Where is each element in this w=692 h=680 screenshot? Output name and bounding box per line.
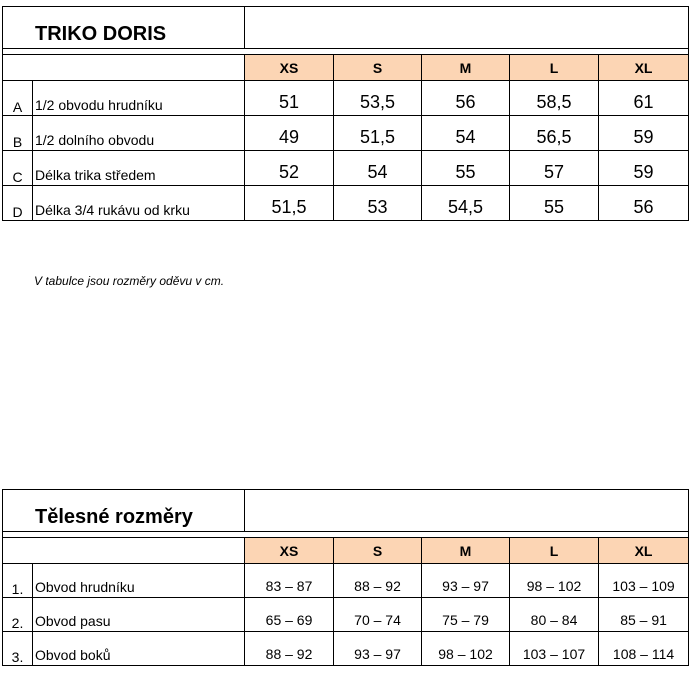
value-cell: 61 (599, 81, 689, 116)
table-title: TRIKO DORIS (3, 7, 245, 49)
table-row (3, 632, 689, 666)
value-cell: 59 (599, 116, 689, 151)
size-header-xs: XS (245, 55, 334, 81)
value-cell: 53 (334, 186, 422, 221)
size-header-m: M (422, 55, 510, 81)
row-number: 2. (3, 598, 33, 632)
row-number: 3. (3, 632, 33, 666)
size-header-xl: XL (599, 55, 689, 81)
row-label: Obvod hrudníku (33, 564, 245, 598)
value-cell: 49 (245, 116, 334, 151)
table-row (3, 564, 689, 598)
table-title: Tělesné rozměry (3, 490, 245, 532)
title-blank-cell (245, 7, 689, 49)
header-blank-cell (3, 538, 245, 564)
row-label: Délka trika středem (33, 151, 245, 186)
value-cell: 98 – 102 (510, 564, 599, 598)
value-cell: 103 – 109 (599, 564, 689, 598)
value-cell: 51,5 (334, 116, 422, 151)
row-letter: B (3, 116, 33, 151)
value-cell: 108 – 114 (599, 632, 689, 666)
body-measurements-table (2, 489, 689, 666)
row-label: Obvod boků (33, 632, 245, 666)
size-header-l: L (510, 55, 599, 81)
value-cell: 75 – 79 (422, 598, 510, 632)
value-cell: 54 (422, 116, 510, 151)
table-row (3, 151, 689, 186)
value-cell: 56,5 (510, 116, 599, 151)
value-cell: 55 (510, 186, 599, 221)
value-cell: 93 – 97 (334, 632, 422, 666)
row-letter: A (3, 81, 33, 116)
row-label: Obvod pasu (33, 598, 245, 632)
value-cell: 59 (599, 151, 689, 186)
value-cell: 88 – 92 (245, 632, 334, 666)
value-cell: 80 – 84 (510, 598, 599, 632)
value-cell: 54 (334, 151, 422, 186)
value-cell: 65 – 69 (245, 598, 334, 632)
row-label: 1/2 obvodu hrudníku (33, 81, 245, 116)
row-number: 1. (3, 564, 33, 598)
value-cell: 70 – 74 (334, 598, 422, 632)
size-header-s: S (334, 538, 422, 564)
size-header-l: L (510, 538, 599, 564)
row-label: Délka 3/4 rukávu od krku (33, 186, 245, 221)
value-cell: 51,5 (245, 186, 334, 221)
measurement-note: V tabulce jsou rozměry oděvu v cm. (34, 274, 225, 288)
row-letter: D (3, 186, 33, 221)
value-cell: 85 – 91 (599, 598, 689, 632)
table-row (3, 186, 689, 221)
value-cell: 57 (510, 151, 599, 186)
value-cell: 58,5 (510, 81, 599, 116)
row-letter: C (3, 151, 33, 186)
size-header-xl: XL (599, 538, 689, 564)
title-blank-cell (245, 490, 689, 532)
row-label: 1/2 dolního obvodu (33, 116, 245, 151)
table-row (3, 81, 689, 116)
value-cell: 55 (422, 151, 510, 186)
value-cell: 103 – 107 (510, 632, 599, 666)
value-cell: 51 (245, 81, 334, 116)
value-cell: 54,5 (422, 186, 510, 221)
value-cell: 83 – 87 (245, 564, 334, 598)
value-cell: 56 (422, 81, 510, 116)
value-cell: 53,5 (334, 81, 422, 116)
value-cell: 52 (245, 151, 334, 186)
size-header-m: M (422, 538, 510, 564)
value-cell: 98 – 102 (422, 632, 510, 666)
value-cell: 56 (599, 186, 689, 221)
header-blank-cell (3, 55, 245, 81)
table-row (3, 116, 689, 151)
garment-size-table (2, 6, 689, 221)
size-header-s: S (334, 55, 422, 81)
value-cell: 93 – 97 (422, 564, 510, 598)
size-header-xs: XS (245, 538, 334, 564)
value-cell: 88 – 92 (334, 564, 422, 598)
table-row (3, 598, 689, 632)
